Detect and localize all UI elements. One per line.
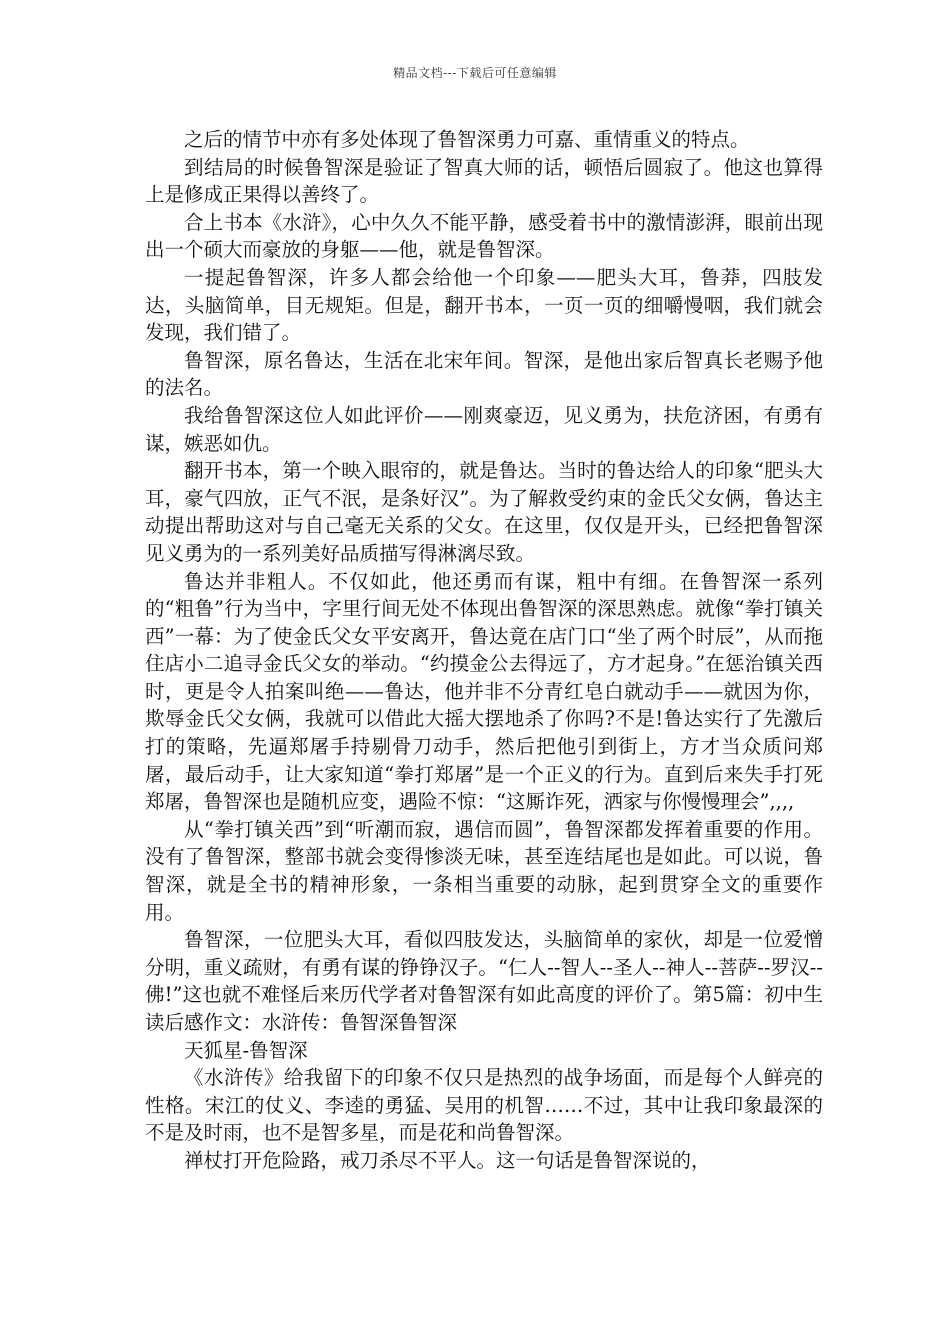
- paragraph: 合上书本《水浒》，心中久久不能平静，感受着书中的激情澎湃，眼前出现出一个硕大而豪放的身躯——他，就是鲁智深。: [145, 210, 823, 262]
- paragraph: 鲁智深，一位肥头大耳，看似四肢发达，头脑简单的家伙，却是一位爱憎分明，重义疏财，有勇有谋的铮铮汉子。“仁人--智人--圣人--神人--菩萨--罗汉--佛!”这也就不难怪后来历代学者对鲁智深有如此高度的评价了。第5篇：初中生读后感作文：水浒传：鲁智深鲁智深: [145, 928, 823, 1034]
- paragraph: 一提起鲁智深，许多人都会给他一个印象——肥头大耳，鲁莽，四肢发达，头脑简单，目无规矩。但是，翻开书本，一页一页的细嚼慢咽，我们就会发现，我们错了。: [145, 265, 823, 345]
- paragraph: 鲁达并非粗人。不仅如此，他还勇而有谋，粗中有细。在鲁智深一系列的“粗鲁”行为当中，字里行间无处不体现出鲁智深的深思熟虑。就像“拳打镇关西”一幕：为了使金氏父女平安离开，鲁达竟在店门口“坐了两个时辰”，从而拖住店小二追寻金氏父女的举动。“约摸金公去得远了，方才起身。”在惩治镇关西时，更是令人拍案叫绝——鲁达，他并非不分青红皂白就动手——就因为你，欺辱金氏父女俩，我就可以借此大摇大摆地杀了你吗?不是!鲁达实行了先激后打的策略，先逼郑屠手持剔骨刀动手，然后把他引到街上，方才当众质问郑屠，最后动手，让大家知道“拳打郑屠”是一个正义的行为。直到后来失手打死郑屠，鲁智深也是随机应变，遇险不惊：“这厮诈死，洒家与你慢慢理会”,,,,: [145, 569, 823, 814]
- paragraph: 《水浒传》给我留下的印象不仅只是热烈的战争场面，而是每个人鲜亮的性格。宋江的仗义、李逵的勇猛、吴用的机智……不过，其中让我印象最深的不是及时雨，也不是智多星，而是花和尚鲁智深。: [145, 1066, 823, 1145]
- paragraph: 之后的情节中亦有多处体现了鲁智深勇力可嘉、重情重义的特点。: [184, 128, 750, 151]
- paragraph: 禅杖打开危险路，戒刀杀尽不平人。这一句话是鲁智深说的，: [184, 1148, 711, 1172]
- paragraph: 鲁智深，原名鲁达，生活在北宋年间。智深，是他出家后智真长老赐予他的法名。: [145, 348, 823, 400]
- section-subtitle: 天狐星-鲁智深: [184, 1038, 308, 1062]
- paragraph: 我给鲁智深这位人如此评价——刚爽豪迈，见义勇为，扶危济困，有勇有谋，嫉恶如仇。: [145, 403, 823, 455]
- paragraph: 翻开书本，第一个映入眼帘的，就是鲁达。当时的鲁达给人的印象“肥头大耳，豪气四放，正气不泯，是条好汉”。为了解救受约束的金氏父女俩，鲁达主动提出帮助这对与自己毫无关系的父女。在这里，仅仅是开头，已经把鲁智深见义勇为的一系列美好品质描写得淋漓尽致。: [145, 459, 823, 565]
- document-body: [145, 126, 823, 1175]
- page-header: 精品文档---下载后可任意编辑: [393, 66, 557, 80]
- paragraph: 从“拳打镇关西”到“听潮而寂，遇信而圆”，鲁智深都发挥着重要的作用。没有了鲁智深，整部书就会变得惨淡无味，甚至连结尾也是如此。可以说，鲁智深，就是全书的精神形象，一条相当重要的动脉，起到贯穿全文的重要作用。: [145, 817, 823, 924]
- paragraph: 到结局的时候鲁智深是验证了智真大师的话，顿悟后圆寂了。他这也算得上是修成正果得以善终了。: [145, 155, 823, 207]
